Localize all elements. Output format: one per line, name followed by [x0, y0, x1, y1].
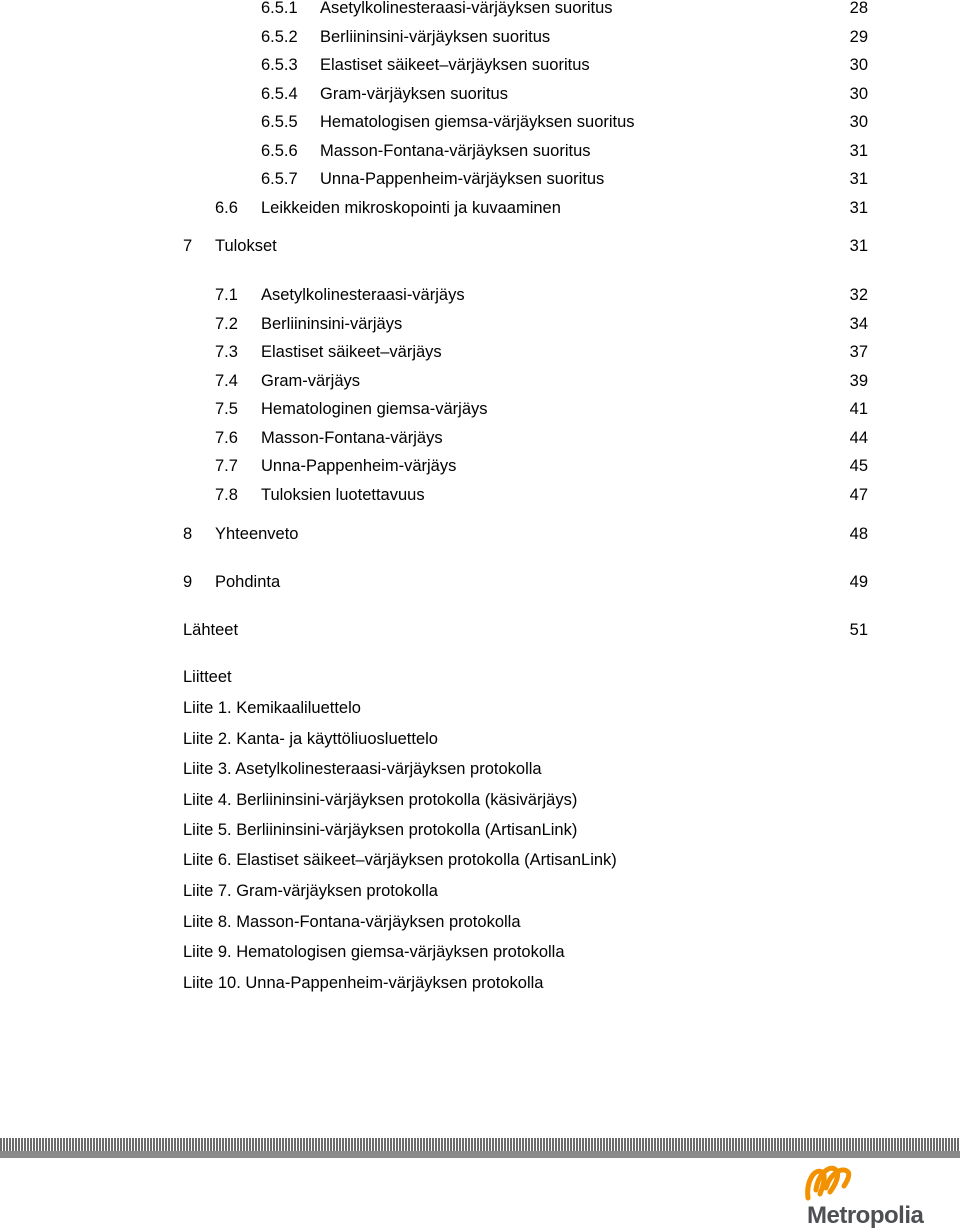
- toc-number: 6.5.4: [261, 85, 298, 103]
- toc-page: 48: [849, 525, 868, 543]
- toc-row[interactable]: [261, 0, 868, 19]
- toc-row[interactable]: [215, 484, 868, 506]
- toc-number: 6.5.5: [261, 113, 298, 131]
- toc-page: 28: [849, 0, 868, 17]
- toc-number: 7.2: [215, 315, 238, 333]
- toc-title: Leikkeiden mikroskopointi ja kuvaaminen: [261, 199, 561, 217]
- toc-title: Asetylkolinesteraasi-värjäyksen suoritus: [320, 0, 613, 17]
- toc-page: 47: [849, 486, 868, 504]
- toc-title: Gram-värjäys: [261, 372, 361, 390]
- appendix-item[interactable]: Liite 5. Berliininsini-värjäyksen protokolla (ArtisanLink): [183, 821, 578, 839]
- toc-title: Masson-Fontana-värjäys: [261, 429, 443, 447]
- toc-title: Unna-Pappenheim-värjäyksen suoritus: [320, 170, 605, 188]
- toc-row[interactable]: [215, 370, 868, 392]
- toc-title: Lähteet: [183, 621, 239, 639]
- toc-page: 32: [849, 286, 868, 304]
- toc-number: 6.5.7: [261, 170, 298, 188]
- toc-title: Tuloksien luotettavuus: [261, 486, 425, 504]
- toc-row[interactable]: [183, 571, 868, 593]
- toc-number: 7.7: [215, 457, 238, 475]
- toc-page: 45: [849, 457, 868, 475]
- toc-number: 7.4: [215, 372, 238, 390]
- toc-page: 30: [849, 56, 868, 74]
- toc-number: 7: [183, 237, 193, 255]
- appendix-item[interactable]: Liite 7. Gram-värjäyksen protokolla: [183, 882, 438, 900]
- toc-number: 7.1: [215, 286, 238, 304]
- toc-row[interactable]: [261, 26, 868, 48]
- toc-number: 7.5: [215, 400, 238, 418]
- toc-page: 29: [849, 28, 868, 46]
- toc-page: 34: [849, 315, 868, 333]
- toc-page: 39: [849, 372, 868, 390]
- toc-title: Asetylkolinesteraasi-värjäys: [261, 286, 465, 304]
- toc-row[interactable]: [261, 111, 868, 133]
- appendices-heading: Liitteet: [183, 668, 232, 686]
- toc-number: 6.5.2: [261, 28, 298, 46]
- appendix-item[interactable]: Liite 4. Berliininsini-värjäyksen protokolla (käsivärjäys): [183, 791, 578, 809]
- toc-row[interactable]: [215, 313, 868, 335]
- footer-bar: [0, 1151, 960, 1158]
- toc-title: Hematologinen giemsa-värjäys: [261, 400, 488, 418]
- toc-page: 30: [849, 113, 868, 131]
- logo-wordmark: Metropolia: [807, 1202, 924, 1229]
- toc-page: 51: [849, 621, 868, 639]
- toc-row[interactable]: [215, 398, 868, 420]
- toc-title: Yhteenveto: [215, 525, 299, 543]
- toc-page: 41: [849, 400, 868, 418]
- toc-row[interactable]: [261, 140, 868, 162]
- toc-row[interactable]: [183, 523, 868, 545]
- toc-row[interactable]: [215, 197, 868, 219]
- toc-number: 7.3: [215, 343, 238, 361]
- toc-number: 7.6: [215, 429, 238, 447]
- appendix-item[interactable]: Liite 2. Kanta- ja käyttöliuosluettelo: [183, 730, 438, 748]
- toc-row[interactable]: [183, 235, 868, 257]
- toc-page: 37: [849, 343, 868, 361]
- toc-page: 31: [849, 237, 868, 255]
- toc-row[interactable]: [215, 455, 868, 477]
- toc-title: Elastiset säikeet–värjäys: [261, 343, 442, 361]
- toc-title: Elastiset säikeet–värjäyksen suoritus: [320, 56, 590, 74]
- toc-number: 6.5.1: [261, 0, 298, 17]
- toc-number: 9: [183, 573, 193, 591]
- appendix-item[interactable]: Liite 3. Asetylkolinesteraasi-värjäyksen protokolla: [183, 760, 542, 778]
- toc-number: 8: [183, 525, 193, 543]
- toc-page: 31: [849, 199, 868, 217]
- appendix-item[interactable]: Liite 1. Kemikaaliluettelo: [183, 699, 361, 717]
- toc-number: 6.5.3: [261, 56, 298, 74]
- toc-title: Berliininsini-värjäyksen suoritus: [320, 28, 551, 46]
- toc-row[interactable]: [261, 168, 868, 190]
- toc-page: 30: [849, 85, 868, 103]
- toc-row[interactable]: [261, 83, 868, 105]
- toc-title: Hematologisen giemsa-värjäyksen suoritus: [320, 113, 635, 131]
- toc-row[interactable]: [215, 341, 868, 363]
- appendix-item[interactable]: Liite 8. Masson-Fontana-värjäyksen protokolla: [183, 913, 521, 931]
- toc-title: Tulokset: [215, 237, 277, 255]
- appendix-item[interactable]: Liite 10. Unna-Pappenheim-värjäyksen protokolla: [183, 974, 544, 992]
- toc-title: Masson-Fontana-värjäyksen suoritus: [320, 142, 591, 160]
- toc-row[interactable]: [215, 427, 868, 449]
- appendix-item[interactable]: Liite 9. Hematologisen giemsa-värjäyksen protokolla: [183, 943, 565, 961]
- toc-title: Unna-Pappenheim-värjäys: [261, 457, 457, 475]
- toc-title: Gram-värjäyksen suoritus: [320, 85, 508, 103]
- toc-row[interactable]: [261, 54, 868, 76]
- toc-page: 49: [849, 573, 868, 591]
- toc-title: Berliininsini-värjäys: [261, 315, 403, 333]
- toc-page: 31: [849, 170, 868, 188]
- toc-page: 44: [849, 429, 868, 447]
- toc-row[interactable]: [215, 284, 868, 306]
- toc-title: Pohdinta: [215, 573, 281, 591]
- toc-number: 6.6: [215, 199, 238, 217]
- toc-row[interactable]: [183, 619, 868, 641]
- appendix-item[interactable]: Liite 6. Elastiset säikeet–värjäyksen protokolla (ArtisanLink): [183, 851, 617, 869]
- toc-number: 7.8: [215, 486, 238, 504]
- toc-number: 6.5.6: [261, 142, 298, 160]
- toc-page: 31: [849, 142, 868, 160]
